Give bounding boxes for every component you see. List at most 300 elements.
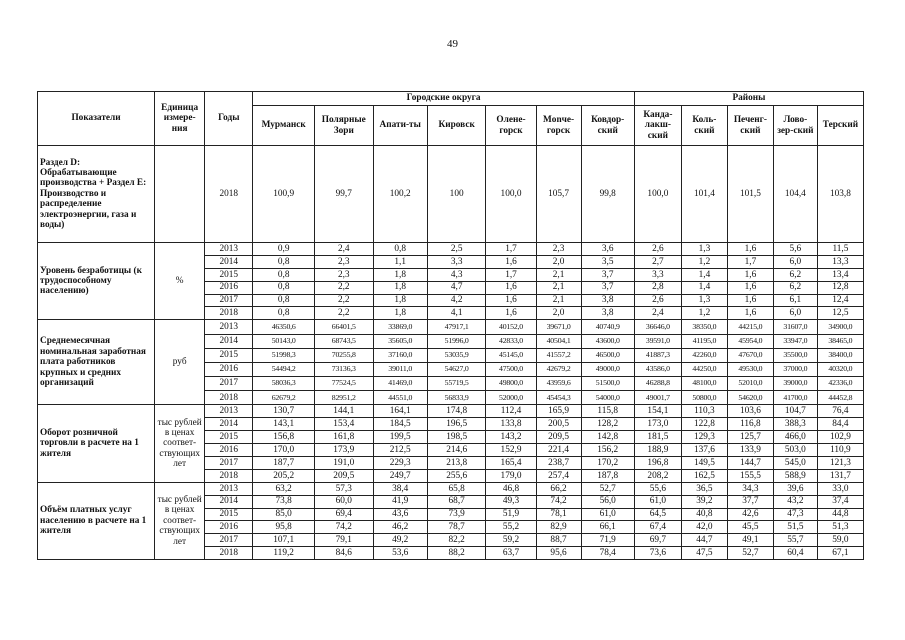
value-cell: 47,3 — [773, 508, 817, 521]
value-cell: 12,8 — [817, 281, 863, 294]
unit-cell — [155, 146, 205, 243]
indicator-cell: Среднемесячная номинальная заработная плата работников крупных и средних организаций — [38, 320, 155, 405]
value-cell: 82,2 — [427, 534, 486, 547]
value-cell: 209,5 — [315, 469, 374, 482]
value-cell: 156,2 — [581, 444, 634, 457]
indicator-cell: Уровень безработицы (к трудоспособному населению) — [38, 243, 155, 320]
value-cell: 61,0 — [634, 495, 681, 508]
value-cell: 76,4 — [817, 405, 863, 418]
value-cell: 2,3 — [536, 243, 581, 256]
value-cell: 37000,0 — [773, 362, 817, 376]
value-cell: 71,9 — [581, 534, 634, 547]
value-cell: 54494,2 — [253, 362, 315, 376]
value-cell: 47917,1 — [427, 320, 486, 334]
value-cell: 35500,0 — [773, 348, 817, 362]
value-cell: 79,1 — [315, 534, 374, 547]
value-cell: 2,6 — [634, 243, 681, 256]
year-cell: 2016 — [205, 444, 253, 457]
value-cell: 37160,0 — [373, 348, 427, 362]
unit-cell: тыс рублей в ценах соответ-ствующих лет — [155, 405, 205, 482]
value-cell: 13,3 — [817, 255, 863, 268]
value-cell: 6,2 — [773, 281, 817, 294]
value-cell: 67,4 — [634, 521, 681, 534]
value-cell: 110,9 — [817, 444, 863, 457]
value-cell: 67,1 — [817, 547, 863, 560]
value-cell: 2,4 — [634, 307, 681, 320]
value-cell: 170,2 — [581, 457, 634, 470]
value-cell: 45454,3 — [536, 391, 581, 405]
value-cell: 82,9 — [536, 521, 581, 534]
value-cell: 184,5 — [373, 418, 427, 431]
value-cell: 101,4 — [681, 146, 727, 243]
value-cell: 45954,0 — [727, 334, 773, 348]
value-cell: 173,0 — [634, 418, 681, 431]
value-cell: 199,5 — [373, 431, 427, 444]
value-cell: 1,7 — [486, 268, 536, 281]
value-cell: 257,4 — [536, 469, 581, 482]
value-cell: 0,9 — [253, 243, 315, 256]
table-row — [38, 146, 864, 243]
value-cell: 55,7 — [773, 534, 817, 547]
header-city-5: Monче-горск — [536, 106, 581, 146]
value-cell: 2,1 — [536, 268, 581, 281]
value-cell: 1,6 — [727, 294, 773, 307]
value-cell: 173,9 — [315, 444, 374, 457]
value-cell: 73,6 — [634, 547, 681, 560]
value-cell: 64,5 — [634, 508, 681, 521]
value-cell: 249,7 — [373, 469, 427, 482]
value-cell: 41195,0 — [681, 334, 727, 348]
value-cell: 187,7 — [253, 457, 315, 470]
value-cell: 51500,0 — [581, 377, 634, 391]
value-cell: 4,7 — [427, 281, 486, 294]
value-cell: 54627,0 — [427, 362, 486, 376]
value-cell: 2,1 — [536, 294, 581, 307]
year-cell: 2014 — [205, 495, 253, 508]
value-cell: 133,8 — [486, 418, 536, 431]
year-cell: 2013 — [205, 405, 253, 418]
value-cell: 38,4 — [373, 482, 427, 495]
value-cell: 102,9 — [817, 431, 863, 444]
value-cell: 49530,0 — [727, 362, 773, 376]
value-cell: 208,2 — [634, 469, 681, 482]
value-cell: 196,5 — [427, 418, 486, 431]
year-cell: 2015 — [205, 431, 253, 444]
value-cell: 2,7 — [634, 255, 681, 268]
value-cell: 82951,2 — [315, 391, 374, 405]
value-cell: 2,0 — [536, 255, 581, 268]
unit-cell: тыс рублей в ценах соответ-ствующих лет — [155, 482, 205, 559]
value-cell: 187,8 — [581, 469, 634, 482]
value-cell: 3,7 — [581, 268, 634, 281]
value-cell: 3,3 — [634, 268, 681, 281]
value-cell: 3,8 — [581, 294, 634, 307]
value-cell: 238,7 — [536, 457, 581, 470]
value-cell: 1,3 — [681, 294, 727, 307]
year-cell: 2018 — [205, 146, 253, 243]
value-cell: 209,5 — [536, 431, 581, 444]
value-cell: 43,6 — [373, 508, 427, 521]
value-cell: 198,5 — [427, 431, 486, 444]
value-cell: 43,2 — [773, 495, 817, 508]
value-cell: 57,3 — [315, 482, 374, 495]
value-cell: 43600,0 — [581, 334, 634, 348]
value-cell: 39,6 — [773, 482, 817, 495]
value-cell: 36,5 — [681, 482, 727, 495]
value-cell: 46,8 — [486, 482, 536, 495]
value-cell: 41557,2 — [536, 348, 581, 362]
value-cell: 44215,0 — [727, 320, 773, 334]
value-cell: 101,5 — [727, 146, 773, 243]
value-cell: 47500,0 — [486, 362, 536, 376]
value-cell: 0,8 — [253, 307, 315, 320]
value-cell: 44,7 — [681, 534, 727, 547]
indicator-cell: Оборот розничной торговли в расчете на 1 жителя — [38, 405, 155, 482]
value-cell: 39000,0 — [773, 377, 817, 391]
header-years: Годы — [205, 92, 253, 146]
value-cell: 153,4 — [315, 418, 374, 431]
value-cell: 41887,3 — [634, 348, 681, 362]
value-cell: 52000,0 — [486, 391, 536, 405]
value-cell: 191,0 — [315, 457, 374, 470]
value-cell: 1,2 — [681, 255, 727, 268]
value-cell: 84,6 — [315, 547, 374, 560]
value-cell: 40152,0 — [486, 320, 536, 334]
value-cell: 39591,0 — [634, 334, 681, 348]
value-cell: 34900,0 — [817, 320, 863, 334]
value-cell: 39671,0 — [536, 320, 581, 334]
year-cell: 2013 — [205, 243, 253, 256]
value-cell: 6,1 — [773, 294, 817, 307]
value-cell: 100,0 — [486, 146, 536, 243]
value-cell: 2,0 — [536, 307, 581, 320]
year-cell: 2017 — [205, 294, 253, 307]
table-row — [38, 482, 864, 495]
value-cell: 4,2 — [427, 294, 486, 307]
value-cell: 46350,6 — [253, 320, 315, 334]
value-cell: 162,5 — [681, 469, 727, 482]
value-cell: 42679,2 — [536, 362, 581, 376]
value-cell: 50800,0 — [681, 391, 727, 405]
value-cell: 47670,0 — [727, 348, 773, 362]
value-cell: 0,8 — [253, 281, 315, 294]
value-cell: 59,0 — [817, 534, 863, 547]
value-cell: 142,8 — [581, 431, 634, 444]
year-cell: 2015 — [205, 348, 253, 362]
value-cell: 255,6 — [427, 469, 486, 482]
value-cell: 4,1 — [427, 307, 486, 320]
value-cell: 34,3 — [727, 482, 773, 495]
value-cell: 1,8 — [373, 281, 427, 294]
value-cell: 74,2 — [315, 521, 374, 534]
value-cell: 129,3 — [681, 431, 727, 444]
header-city-1: Полярные Зори — [315, 106, 374, 146]
year-cell: 2014 — [205, 334, 253, 348]
value-cell: 46288,8 — [634, 377, 681, 391]
value-cell: 51998,3 — [253, 348, 315, 362]
value-cell: 213,8 — [427, 457, 486, 470]
value-cell: 2,2 — [315, 281, 374, 294]
value-cell: 53035,9 — [427, 348, 486, 362]
value-cell: 38465,0 — [817, 334, 863, 348]
value-cell: 161,8 — [315, 431, 374, 444]
value-cell: 66401,5 — [315, 320, 374, 334]
value-cell: 2,1 — [536, 281, 581, 294]
value-cell: 54620,0 — [727, 391, 773, 405]
value-cell: 2,2 — [315, 307, 374, 320]
value-cell: 144,1 — [315, 405, 374, 418]
year-cell: 2017 — [205, 457, 253, 470]
value-cell: 33,0 — [817, 482, 863, 495]
value-cell: 100 — [427, 146, 486, 243]
value-cell: 0,8 — [253, 294, 315, 307]
value-cell: 1,6 — [727, 307, 773, 320]
value-cell: 39,2 — [681, 495, 727, 508]
value-cell: 40320,0 — [817, 362, 863, 376]
value-cell: 1,3 — [681, 243, 727, 256]
value-cell: 165,4 — [486, 457, 536, 470]
header-unit: Единица измере-ния — [155, 92, 205, 146]
value-cell: 66,1 — [581, 521, 634, 534]
value-cell: 56833,9 — [427, 391, 486, 405]
value-cell: 143,2 — [486, 431, 536, 444]
value-cell: 68,7 — [427, 495, 486, 508]
value-cell: 1,4 — [681, 268, 727, 281]
value-cell: 43586,0 — [634, 362, 681, 376]
header-city-0: Мурманск — [253, 106, 315, 146]
value-cell: 144,7 — [727, 457, 773, 470]
value-cell: 49001,7 — [634, 391, 681, 405]
page-number: 49 — [447, 38, 458, 50]
value-cell: 149,5 — [681, 457, 727, 470]
header-district-1: Коль-ский — [681, 106, 727, 146]
value-cell: 165,9 — [536, 405, 581, 418]
value-cell: 121,3 — [817, 457, 863, 470]
value-cell: 45,5 — [727, 521, 773, 534]
value-cell: 58036,3 — [253, 377, 315, 391]
value-cell: 41700,0 — [773, 391, 817, 405]
value-cell: 37,7 — [727, 495, 773, 508]
table-row — [38, 320, 864, 334]
header-district-4: Терский — [817, 106, 863, 146]
year-cell: 2018 — [205, 391, 253, 405]
value-cell: 73,9 — [427, 508, 486, 521]
value-cell: 2,5 — [427, 243, 486, 256]
value-cell: 388,3 — [773, 418, 817, 431]
value-cell: 41469,0 — [373, 377, 427, 391]
value-cell: 588,9 — [773, 469, 817, 482]
value-cell: 6,2 — [773, 268, 817, 281]
header-districts: Районы — [634, 92, 863, 106]
year-cell: 2018 — [205, 307, 253, 320]
year-cell: 2016 — [205, 521, 253, 534]
value-cell: 181,5 — [634, 431, 681, 444]
value-cell: 63,7 — [486, 547, 536, 560]
value-cell: 51,5 — [773, 521, 817, 534]
year-cell: 2016 — [205, 362, 253, 376]
value-cell: 6,0 — [773, 255, 817, 268]
value-cell: 174,8 — [427, 405, 486, 418]
value-cell: 1,4 — [681, 281, 727, 294]
header-city-2: Апати-ты — [373, 106, 427, 146]
value-cell: 1,6 — [486, 294, 536, 307]
value-cell: 2,3 — [315, 255, 374, 268]
value-cell: 60,4 — [773, 547, 817, 560]
value-cell: 229,3 — [373, 457, 427, 470]
value-cell: 188,9 — [634, 444, 681, 457]
value-cell: 42336,0 — [817, 377, 863, 391]
value-cell: 44,8 — [817, 508, 863, 521]
value-cell: 77524,5 — [315, 377, 374, 391]
value-cell: 12,5 — [817, 307, 863, 320]
unit-cell: руб — [155, 320, 205, 405]
value-cell: 44250,0 — [681, 362, 727, 376]
value-cell: 103,8 — [817, 146, 863, 243]
header-city-districts: Городские округа — [253, 92, 635, 106]
indicator-cell: Раздел D: Обрабатывающие производства + Раздел E: Производство и распределение электроэнергии, газа и воды) — [38, 146, 155, 243]
value-cell: 155,5 — [727, 469, 773, 482]
value-cell: 128,2 — [581, 418, 634, 431]
value-cell: 65,8 — [427, 482, 486, 495]
value-cell: 42,6 — [727, 508, 773, 521]
value-cell: 78,1 — [536, 508, 581, 521]
value-cell: 35605,0 — [373, 334, 427, 348]
value-cell: 1,8 — [373, 294, 427, 307]
value-cell: 13,4 — [817, 268, 863, 281]
value-cell: 0,8 — [373, 243, 427, 256]
indicator-cell: Объём платных услуг населению в расчете на 1 жителя — [38, 482, 155, 559]
value-cell: 2,2 — [315, 294, 374, 307]
value-cell: 3,5 — [581, 255, 634, 268]
value-cell: 51,3 — [817, 521, 863, 534]
value-cell: 0,8 — [253, 255, 315, 268]
value-cell: 1,6 — [727, 281, 773, 294]
value-cell: 3,6 — [581, 243, 634, 256]
value-cell: 100,2 — [373, 146, 427, 243]
value-cell: 55,6 — [634, 482, 681, 495]
value-cell: 73136,3 — [315, 362, 374, 376]
value-cell: 39011,0 — [373, 362, 427, 376]
value-cell: 2,3 — [315, 268, 374, 281]
header-indicator: Показатели — [38, 92, 155, 146]
value-cell: 47,5 — [681, 547, 727, 560]
value-cell: 78,4 — [581, 547, 634, 560]
year-cell: 2018 — [205, 469, 253, 482]
value-cell: 205,2 — [253, 469, 315, 482]
value-cell: 49,2 — [373, 534, 427, 547]
value-cell: 154,1 — [634, 405, 681, 418]
value-cell: 63,2 — [253, 482, 315, 495]
year-cell: 2014 — [205, 255, 253, 268]
value-cell: 59,2 — [486, 534, 536, 547]
value-cell: 3,8 — [581, 307, 634, 320]
value-cell: 33869,0 — [373, 320, 427, 334]
value-cell: 49,1 — [727, 534, 773, 547]
value-cell: 503,0 — [773, 444, 817, 457]
value-cell: 40740,9 — [581, 320, 634, 334]
value-cell: 110,3 — [681, 405, 727, 418]
value-cell: 164,1 — [373, 405, 427, 418]
value-cell: 1,7 — [727, 255, 773, 268]
value-cell: 1,7 — [486, 243, 536, 256]
value-cell: 3,7 — [581, 281, 634, 294]
value-cell: 62679,2 — [253, 391, 315, 405]
value-cell: 1,6 — [486, 307, 536, 320]
value-cell: 130,7 — [253, 405, 315, 418]
value-cell: 1,1 — [373, 255, 427, 268]
value-cell: 42260,0 — [681, 348, 727, 362]
value-cell: 55719,5 — [427, 377, 486, 391]
value-cell: 125,7 — [727, 431, 773, 444]
table-row — [38, 405, 864, 418]
value-cell: 49,3 — [486, 495, 536, 508]
value-cell: 66,2 — [536, 482, 581, 495]
value-cell: 40,8 — [681, 508, 727, 521]
value-cell: 69,4 — [315, 508, 374, 521]
value-cell: 545,0 — [773, 457, 817, 470]
value-cell: 46,2 — [373, 521, 427, 534]
value-cell: 99,7 — [315, 146, 374, 243]
value-cell: 84,4 — [817, 418, 863, 431]
value-cell: 5,6 — [773, 243, 817, 256]
value-cell: 1,8 — [373, 268, 427, 281]
value-cell: 112,4 — [486, 405, 536, 418]
value-cell: 115,8 — [581, 405, 634, 418]
year-cell: 2015 — [205, 508, 253, 521]
year-cell: 2014 — [205, 418, 253, 431]
value-cell: 1,6 — [486, 281, 536, 294]
value-cell: 95,6 — [536, 547, 581, 560]
year-cell: 2017 — [205, 534, 253, 547]
value-cell: 107,1 — [253, 534, 315, 547]
value-cell: 1,6 — [486, 255, 536, 268]
header-district-3: Лово-зер-ский — [773, 106, 817, 146]
value-cell: 116,8 — [727, 418, 773, 431]
value-cell: 37,4 — [817, 495, 863, 508]
year-cell: 2013 — [205, 320, 253, 334]
value-cell: 200,5 — [536, 418, 581, 431]
value-cell: 68743,5 — [315, 334, 374, 348]
value-cell: 212,5 — [373, 444, 427, 457]
value-cell: 51996,0 — [427, 334, 486, 348]
value-cell: 55,2 — [486, 521, 536, 534]
value-cell: 99,8 — [581, 146, 634, 243]
value-cell: 119,2 — [253, 547, 315, 560]
value-cell: 74,2 — [536, 495, 581, 508]
value-cell: 85,0 — [253, 508, 315, 521]
value-cell: 88,2 — [427, 547, 486, 560]
header-district-2: Печенг-ский — [727, 106, 773, 146]
header-city-6: Ковдор-ский — [581, 106, 634, 146]
value-cell: 133,9 — [727, 444, 773, 457]
value-cell: 104,4 — [773, 146, 817, 243]
year-cell: 2013 — [205, 482, 253, 495]
value-cell: 104,7 — [773, 405, 817, 418]
value-cell: 196,8 — [634, 457, 681, 470]
header-city-4: Олене-горск — [486, 106, 536, 146]
value-cell: 52010,0 — [727, 377, 773, 391]
value-cell: 40504,1 — [536, 334, 581, 348]
value-cell: 50143,0 — [253, 334, 315, 348]
header-city-3: Кировск — [427, 106, 486, 146]
table-row — [38, 243, 864, 256]
value-cell: 36646,0 — [634, 320, 681, 334]
value-cell: 100,0 — [634, 146, 681, 243]
value-cell: 78,7 — [427, 521, 486, 534]
year-cell: 2016 — [205, 281, 253, 294]
value-cell: 152,9 — [486, 444, 536, 457]
value-cell: 0,8 — [253, 268, 315, 281]
